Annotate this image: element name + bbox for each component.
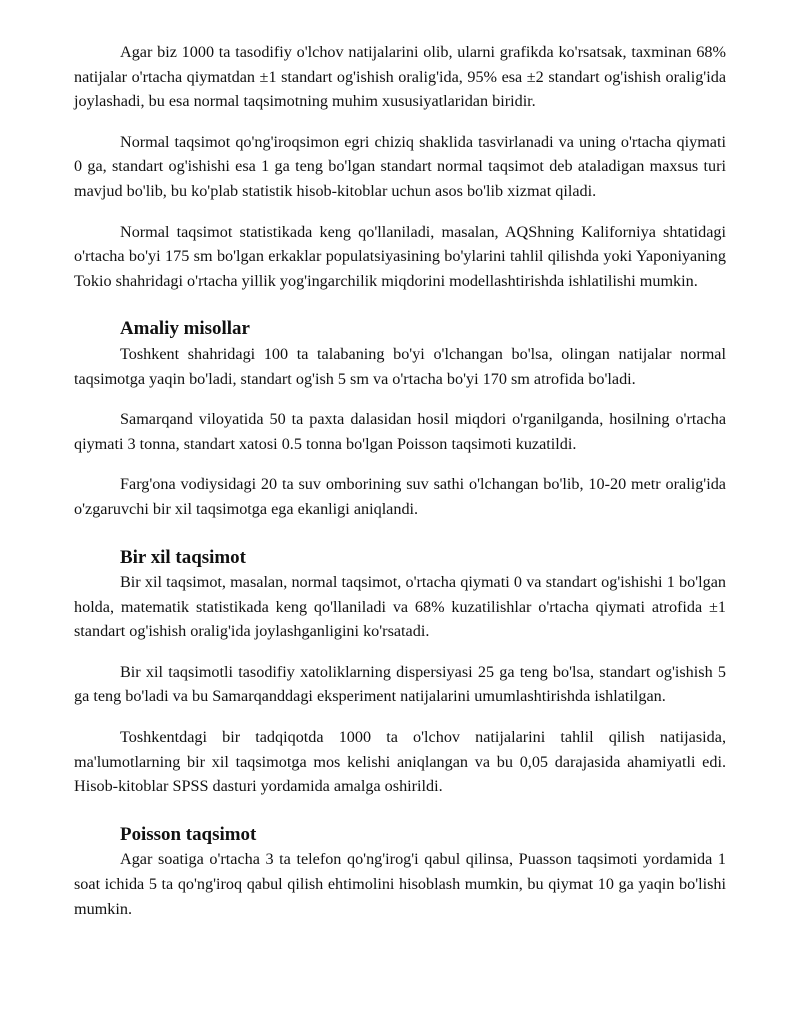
section2-paragraph-1: Bir xil taqsimot, masalan, normal taqsimot, o'rtacha qiymati 0 va standart og'ishishi 1 bo'lgan holda, matematik statistikada keng qo'llaniladi va 68% kuzatilishlar o'rtacha qiymati atrofida ±1 standart og'ishish oralig'ida joylashganligini ko'rsatadi.	[74, 573, 726, 641]
section1-paragraph-2: Samarqand viloyatida 50 ta paxta dalasidan hosil miqdori o'rganilganda, hosilning o'rtacha qiymati 3 tonna, standart xatosi 0.5 tonna bo'lgan Poisson taqsimoti kuzatildi.	[74, 410, 726, 453]
section-heading-poisson-taqsimot: Poisson taqsimot	[120, 823, 257, 845]
section2-paragraph-3: Toshkentdagi bir tadqiqotda 1000 ta o'lchov natijalarini tahlil qilish natijasida, ma'lumotlarning bir xil taqsimotga mos kelishi aniqlangan va bu 0,05 darajasida ahamiyatli edi. Hisob-kitoblar SPSS dasturi yordamida amalga oshirildi.	[74, 728, 726, 796]
section2-paragraph-2: Bir xil taqsimotli tasodifiy xatoliklarning dispersiyasi 25 ga teng bo'lsa, standart og'ishish 5 ga teng bo'ladi va bu Samarqanddagi eksperiment natijalarini umumlashtirishda ishlatilgan.	[74, 662, 726, 706]
section1-paragraph-1: Toshkent shahridagi 100 ta talabaning bo'yi o'lchangan bo'lsa, olingan natijalar normal taqsimotga yaqin bo'ladi, standart og'ish 5 sm va o'rtacha bo'yi 170 sm atrofida bo'ladi.	[74, 344, 726, 388]
section-heading-bir-xil-taqsimot: Bir xil taqsimot	[120, 546, 246, 568]
intro-paragraph-2: Normal taqsimot qo'ng'iroqsimon egri chiziq shaklida tasvirlanadi va uning o'rtacha qiymati 0 ga, standart og'ishishi esa 1 ga teng bo'lgan standart normal taqsimot deb ataladigan maxsus turi mavjud bo'lib, bu ko'plab statistik hisob-kitoblar uchun asos bo'lib xizmat qiladi.	[74, 132, 726, 200]
section1-paragraph-3: Farg'ona vodiysidagi 20 ta suv omborining suv sathi o'lchangan bo'lib, 10-20 metr oralig'ida o'zgaruvchi bir xil taqsimotga ega ekanligi aniqlandi.	[74, 475, 726, 518]
section3-paragraph-1: Agar soatiga o'rtacha 3 ta telefon qo'ng'irog'i qabul qilinsa, Puasson taqsimoti yordamida 1 soat ichida 5 ta qo'ng'iroq qabul qilish ehtimolini hisoblash mumkin, bu qiymat 10 ga yaqin bo'lishi mumkin.	[74, 850, 726, 918]
intro-paragraph-1: Agar biz 1000 ta tasodifiy o'lchov natijalarini olib, ularni grafikda ko'rsatsak, taxminan 68% natijalar o'rtacha qiymatdan ±1 standart og'ishish oralig'ida, 95% esa ±2 standart og'ishish oralig'ida joylashadi, bu esa normal taqsimotning muhim xususiyatlaridan biridir.	[74, 43, 726, 111]
intro-paragraph-3: Normal taqsimot statistikada keng qo'llaniladi, masalan, AQShning Kaliforniya shtatidagi o'rtacha bo'yi 175 sm bo'lgan erkaklar populatsiyasining bo'ylarini tahlil qilishda yoki Yaponiyaning Tokio shahridagi o'rtacha yillik yog'ingarchilik miqdorini modellashtirishda ishlatilishi mumkin.	[74, 222, 726, 290]
section-heading-amaliy-misollar: Amaliy misollar	[120, 318, 250, 340]
document-page	[74, 40, 726, 937]
